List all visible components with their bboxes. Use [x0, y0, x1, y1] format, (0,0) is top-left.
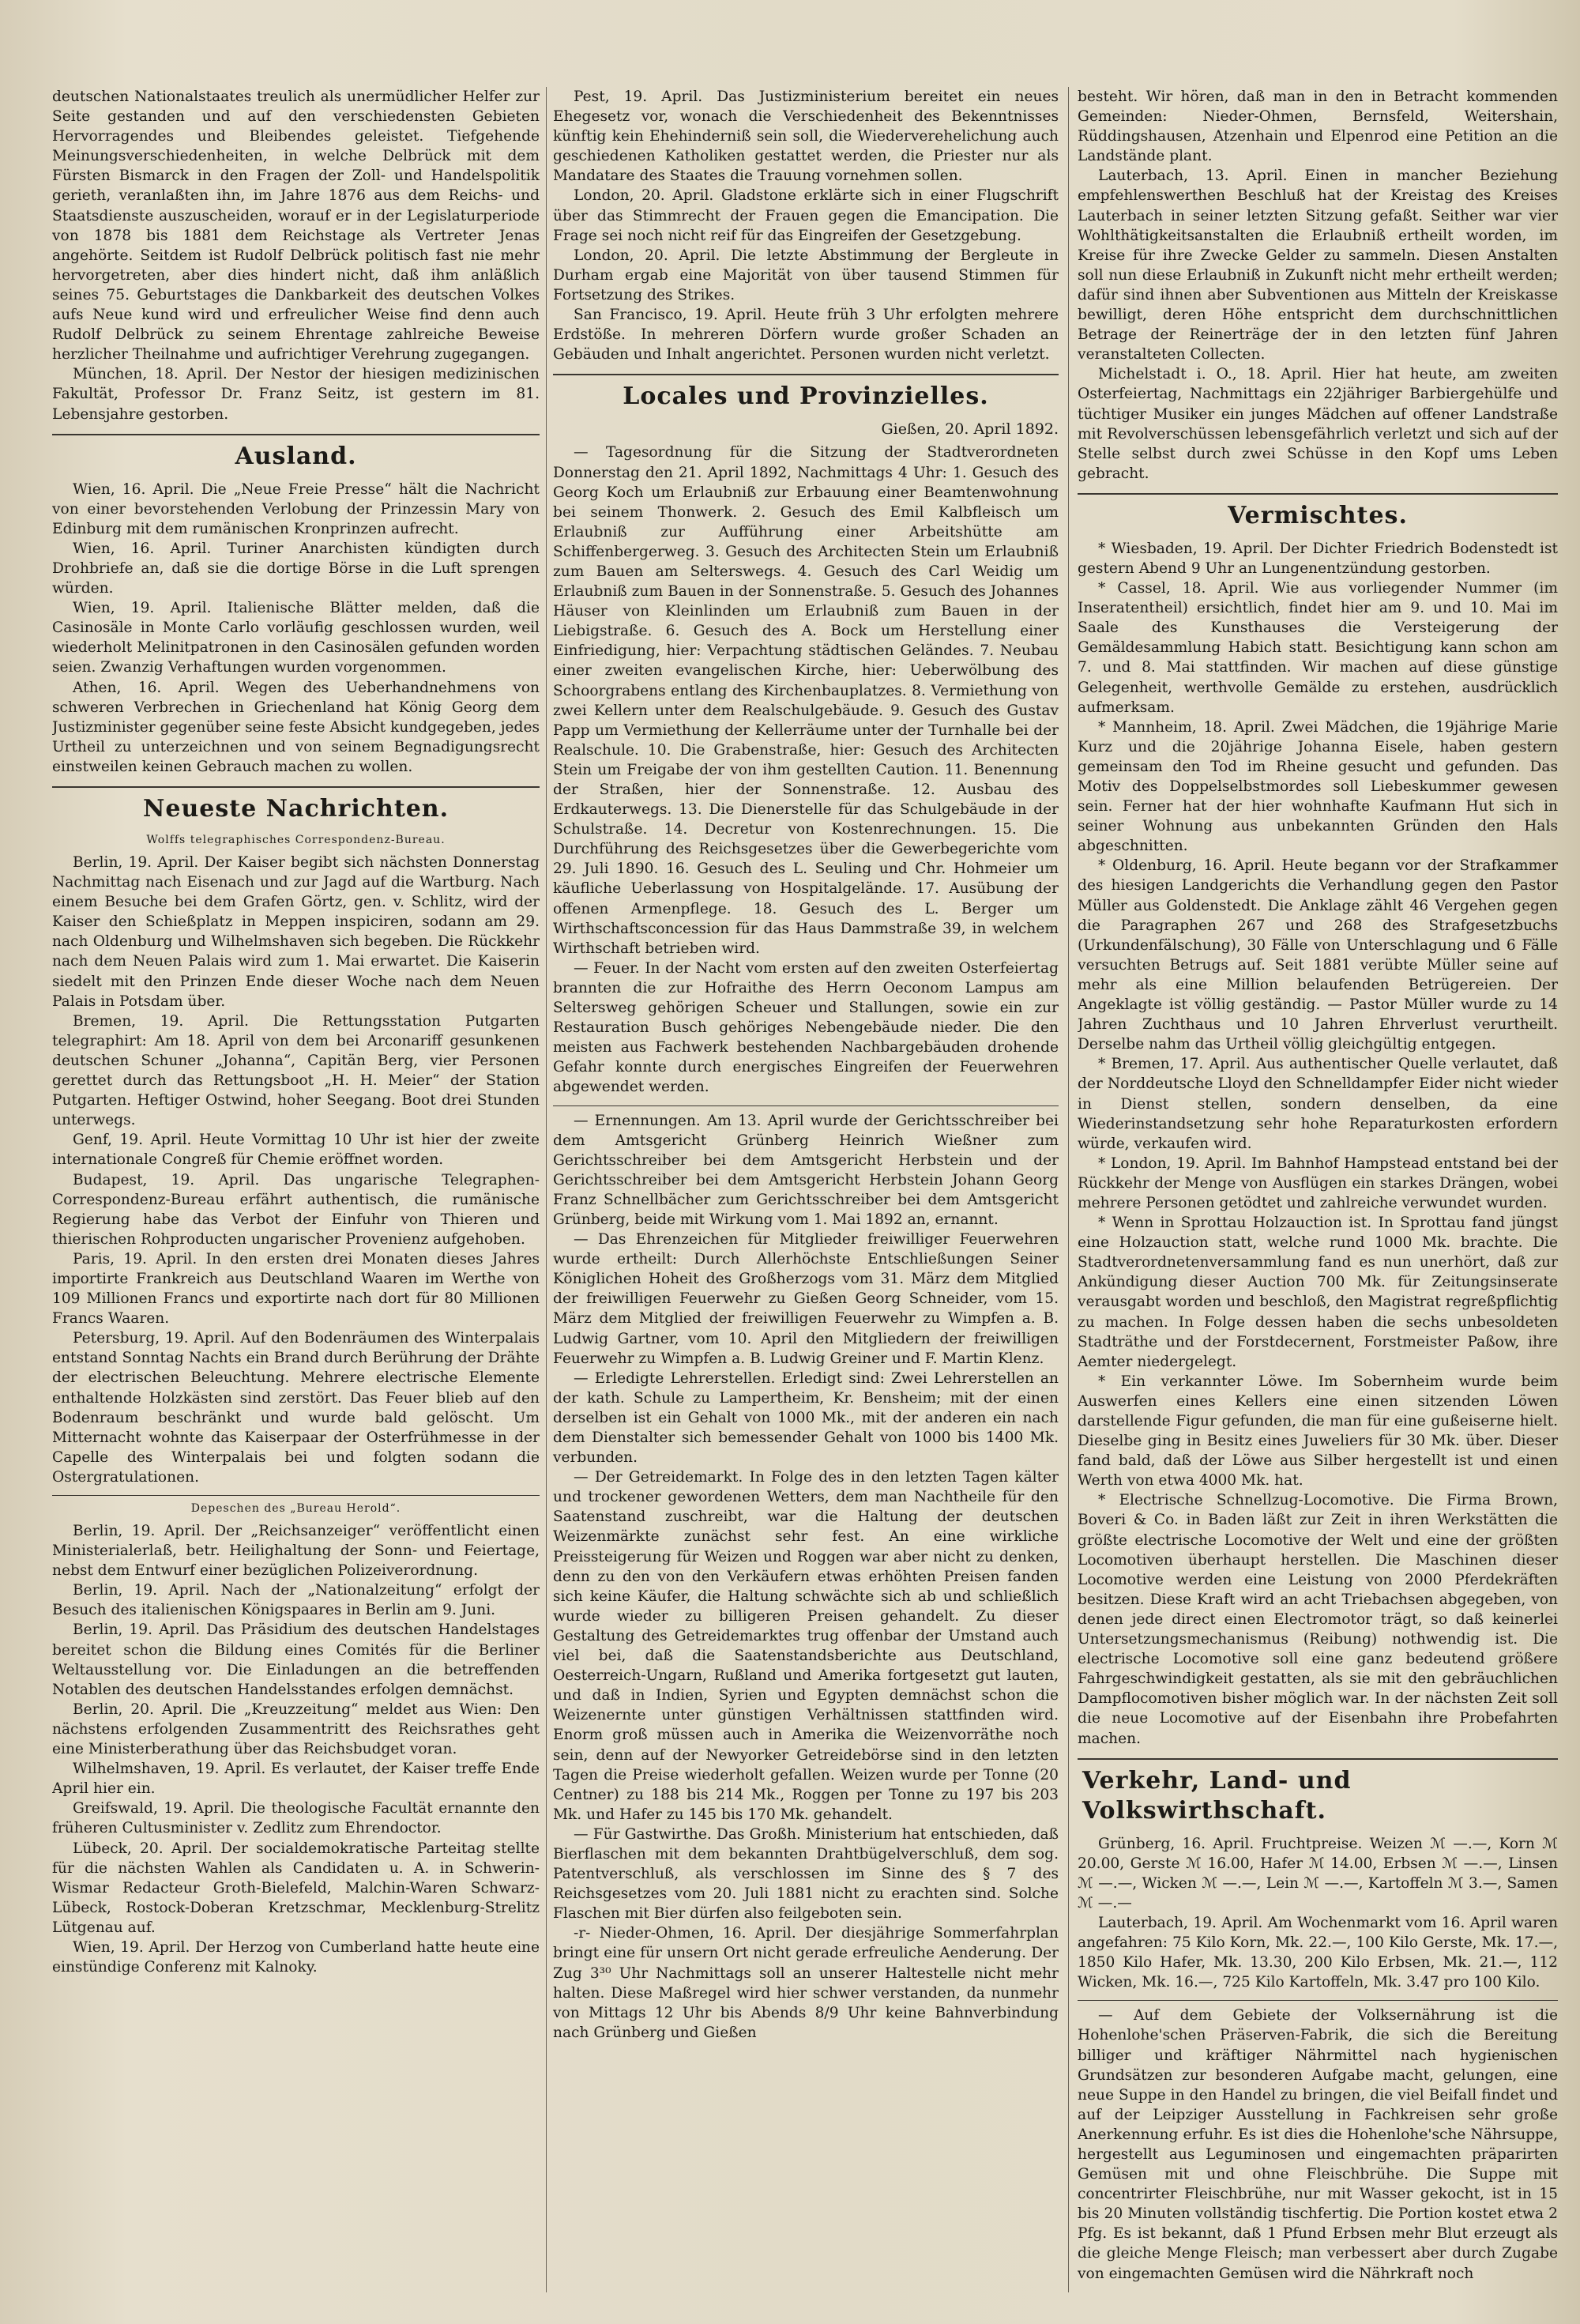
section-heading-verkehr: Verkehr, Land- und Volkswirthschaft.	[1082, 1766, 1352, 1825]
column-divider	[546, 87, 547, 2292]
news-item: Berlin, 19. April. Der Kaiser begibt sich nächsten Donnerstag Nachmittag nach Eisenach und zur Jagd auf die Wartburg. Nach einem Besuche bei dem Grafen Görtz, gen. v. Schlitz, wird der Kaiser den Schießplatz in Meppen inspiciren, sodann am 29. nach Oldenburg und Wilhelmshaven sich begeben. Die Rückkehr nach dem Neuen Palais wird zum 1. Mai erwartet. Die Kaiserin siedelt mit den Prinzen Ende dieser Woche nach dem Neuen Palais in Potsdam über.	[52, 854, 540, 1010]
article-paragraph: München, 18. April. Der Nestor der hiesigen medizinischen Fakultät, Professor Dr. Franz Seitz, ist gestern im 81. Lebensjahre gestorben.	[52, 366, 540, 423]
news-item: * Wenn in Sprottau Holzauction ist. In Sprottau fand jüngst eine Holzauction statt, welche rund 1000 Mk. brachte. Die Stadtverordnetenversammlung fand es nun unerhört, daß zur Ankündigung dieser Auction 700 Mk. für Zeitungsinserate verausgabt worden und beschloß, den Magistrat regreßpflichtig zu machen. In Folge dessen haben die sechs unbesoldeten Stadträthe und der Forstdecernent, Forstmeister Paßow, ihre Aemter niedergelegt.	[1078, 1215, 1558, 1370]
section-divider	[553, 374, 1059, 375]
news-item: -r- Nieder-Ohmen, 16. April. Der diesjährige Sommerfahrplan bringt eine für unsern Ort nicht gerade erfreuliche Aenderung. Der Zug 3³⁰ Uhr Nachmittags soll an unserer Haltestelle nicht mehr halten. Diese Maßregel wird hier schwer verstanden, da nunmehr von Mittags 12 Uhr bis Abends 8/9 Uhr keine Bahnverbindung nach Grünberg und Gießen	[553, 1925, 1059, 2041]
news-item: Berlin, 20. April. Die „Kreuzzeitung“ meldet aus Wien: Den nächstens erfolgenden Zusammentritt des Reichsrathes geht eine Ministerberathung über das Reichsbudget voran.	[52, 1701, 540, 1758]
dateline: Gießen, 20. April 1892.	[881, 420, 1059, 439]
section-heading-ausland: Ausland.	[235, 442, 357, 470]
news-item: * Oldenburg, 16. April. Heute begann vor der Strafkammer des hiesigen Landgerichts die Verhandlung gegen den Pastor Müller aus Goldenstedt. Die Anklage zählt 46 Vergehen gegen die Paragraphen 267 und 268 des Strafgesetzbuchs (Urkundenfälschung), 30 Fälle von Unterschlagung und 6 Fälle versuchten Betrugs auf. Seit 1881 verübte Müller seine auf mehr als eine Million belaufenden Betrügereien. Der Angeklagte ist völlig geständig. — Pastor Müller wurde zu 14 Jahren Zuchthaus und 10 Jahren Ehrverlust verurtheilt. Derselbe nahm das Urtheil völlig gleichgültig entgegen.	[1078, 857, 1558, 1053]
news-item: Genf, 19. April. Heute Vormittag 10 Uhr ist hier der zweite internationale Congreß für Chemie eröffnet worden.	[52, 1132, 540, 1169]
news-item: Petersburg, 19. April. Auf den Bodenräumen des Winterpalais entstand Sonntag Nachts ein Brand durch Berührung der Drähte der electrischen Beleuchtung. Mehrere electrische Elemente enthaltende Holzkästen sind zerstört. Das Feuer blieb auf den Bodenraum beschränkt und wurde bald gelöscht. Um Mitternacht wohnte das Kaiserpaar der Osterfrühmesse in der Capelle des Winterpalais bei und folgten sodann die Ostergratulationen.	[52, 1330, 540, 1486]
news-item: Budapest, 19. April. Das ungarische Telegraphen-Correspondenz-Bureau erfährt authentisch, die rumänische Regierung habe das Verbot der Einfuhr von Thieren und thierischen Rohproducten ungarischer Provenienz aufgehoben.	[52, 1171, 540, 1248]
news-item: Pest, 19. April. Das Justizministerium bereitet ein neues Ehegesetz vor, wonach die Verschiedenheit des Bekenntnisses künftig kein Ehehinderniß sein soll, die Wiederverehelichung auch geschiedenen Katholiken gestattet werden, die Priester nur als Mandatare des Staates die Trauung vornehmen sollen.	[553, 89, 1059, 185]
news-item: London, 20. April. Die letzte Abstimmung der Bergleute in Durham ergab eine Majorität von über tausend Stimmen für Fortsetzung des Strikes.	[553, 247, 1059, 303]
section-subheading: Depeschen des „Bureau Herold“.	[190, 1502, 401, 1515]
news-item: — Erledigte Lehrerstellen. Erledigt sind: Zwei Lehrerstellen an der kath. Schule zu Lampertheim, Kr. Bensheim; mit der einen derselben ist ein Gehalt von 1000 Mk., mit der anderen ein nach dem Dienstalter sich bemessender Gehalt von 1000 bis 1400 Mk. verbunden.	[553, 1369, 1059, 1467]
section-divider	[1078, 493, 1558, 495]
section-subheading: Wolffs telegraphisches Correspondenz-Bureau.	[146, 834, 446, 846]
column-left	[52, 87, 540, 2292]
section-divider	[52, 786, 540, 788]
news-item: Berlin, 19. April. Nach der „Nationalzeitung“ erfolgt der Besuch des italienischen Königspaares in Berlin am 9. Juni.	[52, 1582, 540, 1619]
news-item: Bremen, 19. April. Die Rettungsstation Putgarten telegraphirt: Am 18. April von dem bei Arconariff gesunkenen deutschen Schuner „Johanna“, Capitän Berg, vier Personen gerettet durch das Rettungsboot „H. H. Meier“ der Station Putgarten. Heftiger Ostwind, hoher Seegang. Boot drei Stunden unterwegs.	[52, 1012, 540, 1129]
section-divider	[52, 1495, 540, 1496]
news-item: Grünberg, 16. April. Fruchtpreise. Weizen ℳ —.—, Korn ℳ 20.00, Gerste ℳ 16.00, Hafer ℳ 14.00, Erbsen ℳ —.—, Linsen ℳ —.—, Wicken ℳ —.—, Lein ℳ —.—, Kartoffeln ℳ 3.—, Samen ℳ —.—	[1078, 1835, 1558, 1912]
news-item: San Francisco, 19. April. Heute früh 3 Uhr erfolgten mehrere Erdstöße. In mehreren Dörfern wurde großer Schaden an Gebäuden und Inhalt angerichtet. Personen wurden nicht verletzt.	[553, 307, 1059, 363]
section-heading-locales: Locales und Provinzielles.	[623, 382, 989, 411]
news-item: — Feuer. In der Nacht vom ersten auf den zweiten Osterfeiertag brannten die zur Hofraithe des Herrn Oeconom Lampus am Seltersweg gehörigen Scheuer und Stallungen, sowie ein zur Restauration Busch gehöriges Nebengebäude nieder. Die den meisten aus Fachwerk bestehenden Nachbargebäuden drohende Gefahr konnte durch energisches Eingreifen der Feuerwehren abgewendet werden.	[553, 959, 1059, 1096]
news-item: * London, 19. April. Im Bahnhof Hampstead entstand bei der Rückkehr der Menge von Ausflügen ein starkes Drängen, wobei mehrere Personen getödtet und zahlreiche verwundet wurden.	[1078, 1154, 1558, 1211]
news-item: London, 20. April. Gladstone erklärte sich in einer Flugschrift über das Stimmrecht der Frauen gegen die Emancipation. Die Frage sei noch nicht reif für das Eingreifen der Gesetzgebung.	[553, 187, 1059, 244]
news-item: — Ernennungen. Am 13. April wurde der Gerichtsschreiber bei dem Amtsgericht Grünberg Heinrich Wießner zum Gerichtsschreiber bei dem Amtsgericht Herbstein und der Gerichtsschreiber bei dem Amtsgericht Herbstein Johann Georg Franz Schnellbächer zum Gerichtsschreiber bei dem Amtsgericht Grünberg, beide mit Wirkung vom 1. Mai 1892 an, ernannt.	[553, 1112, 1059, 1228]
column-right	[1078, 87, 1558, 2292]
news-item: — Das Ehrenzeichen für Mitglieder freiwilliger Feuerwehren wurde ertheilt: Durch Allerhöchste Entschließungen Seiner Königlichen Hoheit des Großherzogs vom 31. März dem Mitglied der freiwilligen Feuerwehr zu Gießen Georg Schneider, vom 15. März dem Mitglied der freiwilligen Feuerwehr zu Wimpfen a. B. Ludwig Gartner, vom 10. April den Mitgliedern der freiwilligen Feuerwehr zu Wimpfen a. B. Ludwig Greiner und F. Martin Klenz.	[553, 1231, 1059, 1367]
column-divider	[1068, 87, 1069, 2292]
news-item: * Cassel, 18. April. Wie aus vorliegender Nummer (im Inseratentheil) ersichtlich, findet hier am 9. und 10. Mai im Saale des Kunsthauses die Versteigerung der Gemäldesammlung Habich statt. Besichtigung kann schon am 7. und 8. Mai stattfinden. Wir machen auf diese günstige Gelegenheit, werthvolle Gemälde zu erstehen, ausdrücklich aufmerksam.	[1078, 580, 1558, 716]
column-middle	[553, 87, 1059, 2292]
news-item: Michelstadt i. O., 18. April. Hier hat heute, am zweiten Osterfeiertag, Nachmittags ein 22jähriger Barbiergehülfe und tüchtiger Musiker ein junges Mädchen auf offener Landstraße mit Revolverschüssen lebensgefährlich verletzt und sich auf der Stelle selbst durch zwei Schüsse in den Kopf ums Leben gebracht.	[1078, 366, 1558, 482]
section-divider	[52, 434, 540, 435]
news-item: Wien, 19. April. Der Herzog von Cumberland hatte heute eine einstündige Conferenz mit Kalnoky.	[52, 1938, 540, 1976]
news-item: Lauterbach, 19. April. Am Wochenmarkt vom 16. April waren angefahren: 75 Kilo Korn, Mk. 22.—, 100 Kilo Gerste, Mk. 17.—, 1850 Kilo Hafer, Mk. 13.30, 200 Kilo Erbsen, Mk. 21.—, 112 Wicken, Mk. 16.—, 725 Kilo Kartoffeln, Mk. 3.47 pro 100 Kilo.	[1078, 1914, 1558, 1991]
news-item: Lauterbach, 13. April. Einen in mancher Beziehung empfehlenswerthen Beschluß hat der Kreistag des Kreises Lauterbach in seiner letzten Sitzung gefaßt. Seither war vier Wohlthätigkeitsanstalten die Erlaubniß ertheilt worden, im Kreise für ihre Zwecke Gelder zu sammeln. Diesen Anstalten soll nun diese Erlaubniß in Zukunft nicht mehr ertheilt werden; dafür sind ihnen aber Subventionen aus Mitteln der Kreiskasse bewilligt, deren Höhe entspricht dem durchschnittlichen Betrage der Reinerträge der in den letzten fünf Jahren veranstalteten Collecten.	[1078, 168, 1558, 363]
news-item: Wien, 16. April. Turiner Anarchisten kündigten durch Drohbriefe an, daß sie die dortige Börse in die Luft sprengen würden.	[52, 540, 540, 597]
news-item: Wien, 19. April. Italienische Blätter melden, daß die Casinosäle in Monte Carlo vorläufig geschlossen wurden, weil wiederholt Melinitpatronen in den Casinosälen gefunden worden seien. Zwanzig Verhaftungen wurden vorgenommen.	[52, 600, 540, 676]
news-item: Paris, 19. April. In den ersten drei Monaten dieses Jahres importirte Frankreich aus Deutschland Waaren im Werthe von 109 Millionen Francs und exportirte nach dort für 80 Millionen Francs Waaren.	[52, 1250, 540, 1328]
news-item: — Auf dem Gebiete der Volksernährung ist die Hohenlohe'schen Präserven-Fabrik, die sich die Bereitung billiger und kräftiger Nährmittel nach hygienischen Grundsätzen zur besonderen Aufgabe macht, gelungen, eine neue Suppe in den Handel zu bringen, die viel Beifall findet und auf der Leipziger Ausstellung in Fachkreisen sehr große Anerkennung erfuhr. Es ist dies die Hohenlohe'sche Nährsuppe, hergestellt aus Leguminosen und eingemachten präparirten Gemüsen mit und ohne Fleischbrühe. Die Suppe mit concentrirter Fleischbrühe, nur mit Wasser gekocht, ist in 15 bis 20 Minuten vollständig tischfertig. Die Portion kostet etwa 2 Pfg. Es ist bekannt, daß 1 Pfund Erbsen mehr Blut erzeugt als die gleiche Menge Fleisch; man verbessert aber durch Zugabe von eingemachten Gemüsen wird die Nährkraft noch	[1078, 2007, 1558, 2282]
news-item: Berlin, 19. April. Der „Reichsanzeiger“ veröffentlicht einen Ministerialerlaß, betr. Heilighaltung der Sonn- und Feiertage, nebst dem Entwurf einer bezüglichen Polizeiverordnung.	[52, 1523, 540, 1580]
news-item: * Ein verkannter Löwe. Im Sobernheim wurde beim Auswerfen eines Kellers eine einen sitzenden Löwen darstellende Figur gefunden, die man für eine gußeiserne hielt. Dieselbe ging in Besitz eines Juweliers für 30 Mk. über. Dieser fand bald, daß der Löwe aus Silber hergestellt ist und einen Werth von etwa 4000 Mk. hat.	[1078, 1373, 1558, 1490]
news-item: Berlin, 19. April. Das Präsidium des deutschen Handelstages bereitet schon die Bildung eines Comités für die Berliner Weltausstellung vor. Die Einladungen an die betreffenden Notablen des deutschen Handelsstandes erfolgen demnächst.	[52, 1622, 540, 1698]
section-heading-neueste-nachrichten: Neueste Nachrichten.	[142, 795, 450, 823]
news-item: Wilhelmshaven, 19. April. Es verlautet, der Kaiser treffe Ende April hier ein.	[52, 1761, 540, 1798]
news-item: Athen, 16. April. Wegen des Ueberhandnehmens von schweren Verbrechen in Griechenland hat König Georg dem Justizminister gegenüber seine feste Absicht kundgegeben, jedes Urtheil zu unterzeichnen und von seinem Begnadigungsrecht einstweilen keinen Gebrauch machen zu wollen.	[52, 679, 540, 775]
news-item: * Wiesbaden, 19. April. Der Dichter Friedrich Bodenstedt ist gestern Abend 9 Uhr an Lungenentzündung gestorben.	[1078, 540, 1558, 577]
article-paragraph: besteht. Wir hören, daß man in den in Betracht kommenden Gemeinden: Nieder-Ohmen, Bernsfeld, Weitershain, Rüddingshausen, Atzenhain und Elpenrod eine Petition an die Landstände plant.	[1078, 89, 1558, 165]
news-item: Greifswald, 19. April. Die theologische Facultät ernannte den früheren Cultusminister v. Zedlitz zum Ehrendoctor.	[52, 1800, 540, 1837]
section-divider	[1078, 1758, 1558, 1760]
section-heading-vermischtes: Vermischtes.	[1228, 501, 1408, 529]
news-item: — Der Getreidemarkt. In Folge des in den letzten Tagen kälter und trockener gewordenen Wetters, dem man Nachtheile für den Saatenstand zuschreibt, war die Haltung der deutschen Weizenmärkte zunächst sehr fest. An eine wirkliche Preissteigerung für Weizen und Roggen war aber nicht zu denken, denn zu den von den Verkäufern etwas erhöhten Preisen fanden sich keine Käufer, die Haltung schwächte sich ab und schließlich wurde wieder zu billigeren Preisen gehandelt. Zu dieser Gestaltung des Getreidemarktes trug offenbar der Umstand auch viel bei, daß die Saatenstandsberichte aus Deutschland, Oesterreich-Ungarn, Rußland und Amerika fortgesetzt gut lauten, und daß in Indien, Syrien und Egypten demnächst schon die Weizenernte unter günstigen Verhältnissen stattfinden wird. Enorm groß müssen auch in Amerika die Weizenvorräthe noch sein, denn auf der Newyorker Getreidebörse sind in den letzten Tagen die Preise wiederholt gefallen. Weizen wurde per Tonne (20 Centner) zu 188 bis 214 Mk., Roggen per Tonne zu 197 bis 203 Mk. und Hafer zu 145 bis 170 Mk. gehandelt.	[553, 1469, 1059, 1823]
section-divider	[1078, 2000, 1558, 2001]
news-item: Wien, 16. April. Die „Neue Freie Presse“ hält die Nachricht von einer bevorstehenden Verlobung der Prinzessin Mary von Edinburg mit dem rumänischen Kronprinzen aufrecht.	[52, 480, 540, 537]
news-item: * Electrische Schnellzug-Locomotive. Die Firma Brown, Boveri & Co. in Baden läßt zur Zeit in ihren Werkstätten die größte electrische Locomotive der Welt und eine der größten Locomotiven überhaupt herstellen. Die Maschinen dieser Locomotive werden eine Leistung von 2000 Pferdekräften besitzen. Diese Kraft wird an acht Triebachsen abgegeben, von denen jede direct einen Electromotor trägt, so daß keinerlei Untersetzungsmechanismus (Reibung) nothwendig ist. Die electrische Locomotive soll eine ganz bedeutend größere Fahrgeschwindigkeit gestatten, als sie mit den gebräuchlichen Dampflocomotiven bisher möglich war. In der nächsten Zeit soll die neue Locomotive auf der Eisenbahn ihre Probefahrten machen.	[1078, 1492, 1558, 1747]
news-item: — Tagesordnung für die Sitzung der Stadtverordneten Donnerstag den 21. April 1892, Nachmittags 4 Uhr: 1. Gesuch des Georg Koch um Erlaubniß zur Erbauung einer Beamtenwohnung bei seinem Thonwerk. 2. Gesuch des Emil Kalbfleisch um Erlaubniß zur Aufführung einer Arbeitshütte am Schiffenbergerweg. 3. Gesuch des Architecten Stein um Erlaubniß zum Bauen am Selterswegs. 4. Gesuch des Carl Weidig um Erlaubniß zum Bauen in der Sonnenstraße. 5. Gesuch des Johannes Häuser von Kleinlinden um Erlaubniß zum Bauen in der Liebigstraße. 6. Gesuch des A. Bock um Herstellung einer Einfriedigung, hier: Verpachtung städtischen Geländes. 7. Neubau einer zweiten evangelischen Kirche, hier: Ueberwölbung des Schoorgrabens entlang des Kirchenbauplatzes. 8. Vermiethung von zwei Kellern unter dem Realschulgebäude. 9. Gesuch des Gustav Papp um Vermiethung der Kellerräume unter der Turnhalle bei der Realschule. 10. Die Grabenstraße, hier: Gesuch des Architecten Stein um Freigabe der von ihm gestellten Caution. 11. Benennung der Straßen, hier der Sonnenstraße. 12. Ausbau des Erdkauterwegs. 13. Die Dienerstelle für das Schulgebäude in der Schulstraße. 14. Decretur von Kostenrechnungen. 15. Die Durchführung des Reichsgesetzes über die Gewerbegerichte vom 29. Juli 1890. 16. Gesuch des L. Seuling und Chr. Hohmeier um käufliche Ueberlassung von Hospitalgelände. 17. Ausübung der offenen Armenpflege. 18. Gesuch des L. Berger um Wirthschaftsconcession für das Haus Dammstraße 39, in welchem Wirthschaft betrieben wird.	[553, 444, 1059, 957]
article-paragraph: deutschen Nationalstaates treulich als unermüdlicher Helfer zur Seite gestanden und auf den verschiedensten Gebieten Hervorragendes und Bleibendes geleistet. Tiefgehende Meinungsverschiedenheiten, in welche Delbrück mit dem Fürsten Bismarck in den Fragen der Zoll- und Handelspolitik gerieth, veranlaßten ihn, im Jahre 1876 aus dem Reichs- und Staatsdienste auszuscheiden, worauf er in der Legislaturperiode von 1878 bis 1881 dem Reichstage als Vertreter Jenas angehörte. Seitdem ist Rudolf Delbrück politisch fast nie mehr hervorgetreten, aber dies hindert nicht, daß ihm anläßlich seines 75. Geburtstages die Dankbarkeit des deutschen Volkes aufs Neue kund wird und erfreulicher Weise find denn auch Rudolf Delbrück zu seinem Ehrentage zahlreiche Beweise herzlicher Theilnahme und aufrichtiger Verehrung zugegangen.	[52, 89, 540, 363]
news-item: * Bremen, 17. April. Aus authentischer Quelle verlautet, daß der Norddeutsche Lloyd den Schnelldampfer Eider nicht wieder in Dienst stellen, sondern denselben, da eine Wiederinstandsetzung sehr hohe Reparaturkosten erfordern würde, verkaufen wird.	[1078, 1056, 1558, 1152]
news-item: Lübeck, 20. April. Der socialdemokratische Parteitag stellte für die nächsten Wahlen als Candidaten u. A. in Schwerin-Wismar Redacteur Groth-Bielefeld, Malchin-Waren Schwarz-Lübeck, Rostock-Doberan Kretzschmar, Mecklenburg-Strelitz Lütgenau auf.	[52, 1840, 540, 1936]
news-item: * Mannheim, 18. April. Zwei Mädchen, die 19jährige Marie Kurz und die 20jährige Johanna Eisele, haben gestern gemeinsam den Tod im Rheine gesucht und gefunden. Das Motiv des Doppelselbstmordes soll Liebeskummer gewesen sein. Ferner hat der hier wohnhafte Kaufmann Hut sich in seiner Wohnung aus unbekannten Gründen den Hals abgeschnitten.	[1078, 718, 1558, 855]
news-item: — Für Gastwirthe. Das Großh. Ministerium hat entschieden, daß Bierflaschen mit dem bekannten Drahtbügelverschluß, dem sog. Patentverschluß, als verschlossen im Sinne des § 7 des Reichsgesetzes vom 20. Juli 1881 nicht zu erachten sind. Solche Flaschen mit Bier dürfen also feilgeboten sein.	[553, 1825, 1059, 1923]
